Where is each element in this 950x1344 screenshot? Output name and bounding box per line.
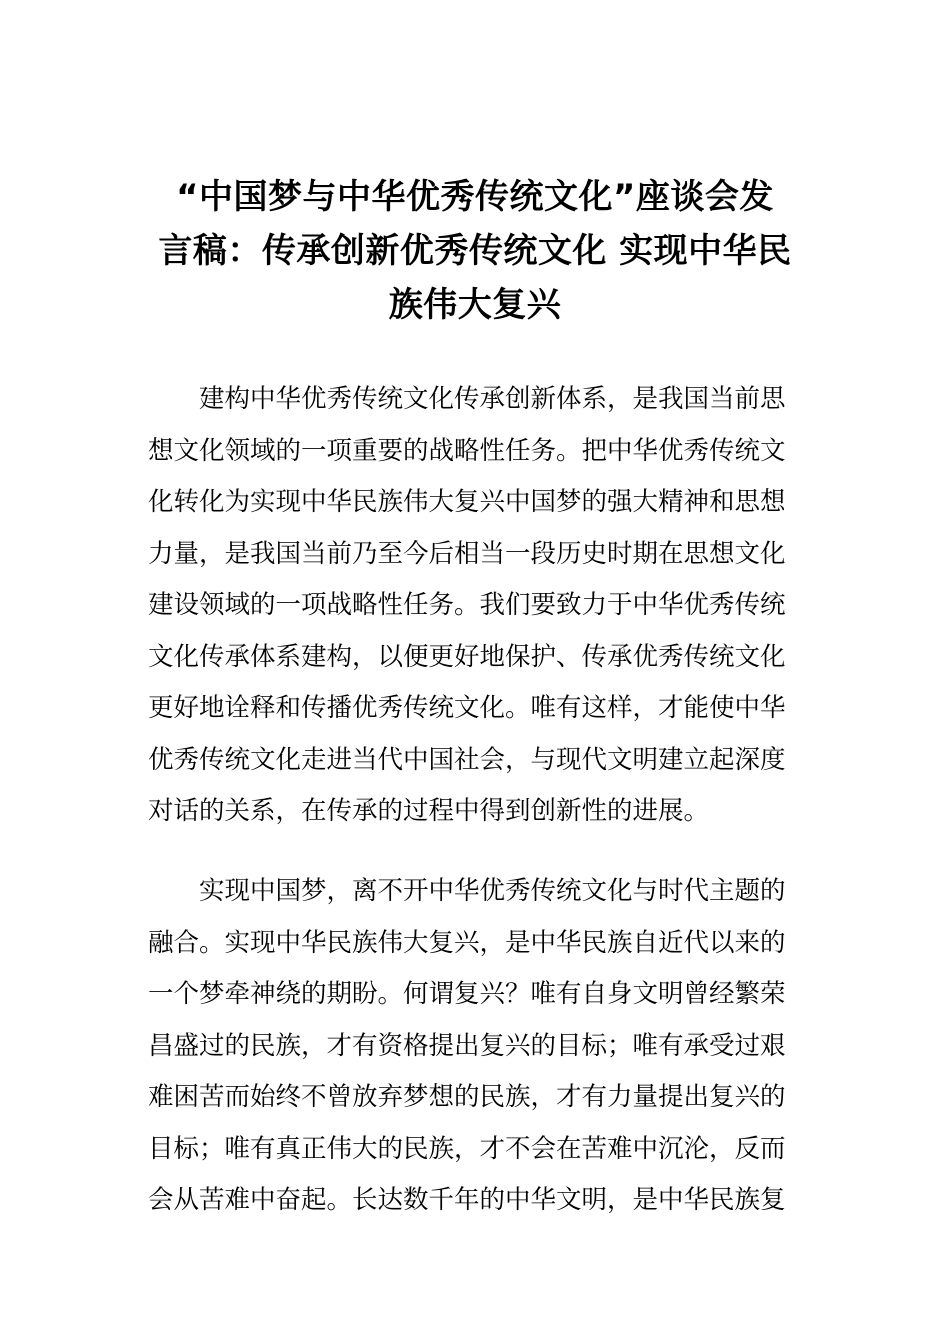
paragraph-line: 建构中华优秀传统文化传承创新体系，是我国当前思 [199,384,786,414]
paragraph-line: 想文化领域的一项重要的战略性任务。把中华优秀传统文 [148,435,786,466]
paragraph-line: 建设领域的一项战略性任务。我们要致力于中华优秀传统 [148,590,786,620]
paragraph-line: 一个梦牵神绕的期盼。何谓复兴？唯有自身文明曾经繁荣 [148,979,786,1009]
paragraph-line: 优秀传统文化走进当代中国社会，与现代文明建立起深度 [148,744,786,775]
title-line: 言稿：传承创新优秀传统文化 实现中华民 [158,231,792,271]
paragraph-line: 对话的关系，在传承的过程中得到创新性的进展。 [148,796,710,826]
body-paragraph [148,374,808,838]
paragraph-line: 力量，是我国当前乃至今后相当一段历史时期在思想文化 [148,538,786,569]
paragraph-line: 昌盛过的民族，才有资格提出复兴的目标；唯有承受过艰 [148,1030,786,1061]
paragraph-line: 融合。实现中华民族伟大复兴，是中华民族自近代以来的 [148,927,786,958]
paragraph-line: 会从苦难中奋起。长达数千年的中华文明，是中华民族复 [148,1185,786,1215]
paragraph-line: 目标；唯有真正伟大的民族，才不会在苦难中沉沦，反而 [148,1133,786,1164]
paragraph-line: 文化传承体系建构，以便更好地保护、传承优秀传统文化 [148,641,786,672]
body-paragraph [148,866,808,1227]
paragraph-line: 化转化为实现中华民族伟大复兴中国梦的强大精神和思想 [148,487,786,517]
paragraph-line: 更好地诠释和传播优秀传统文化。唯有这样，才能使中华 [148,693,786,723]
title-line: “中国梦与中华优秀传统文化”座谈会发 [176,177,774,217]
document-title [140,170,810,332]
title-line: 族伟大复兴 [388,285,562,325]
paragraph-line: 实现中国梦，离不开中华优秀传统文化与时代主题的 [199,876,786,906]
paragraph-line: 难困苦而始终不曾放弃梦想的民族，才有力量提出复兴的 [148,1082,786,1112]
